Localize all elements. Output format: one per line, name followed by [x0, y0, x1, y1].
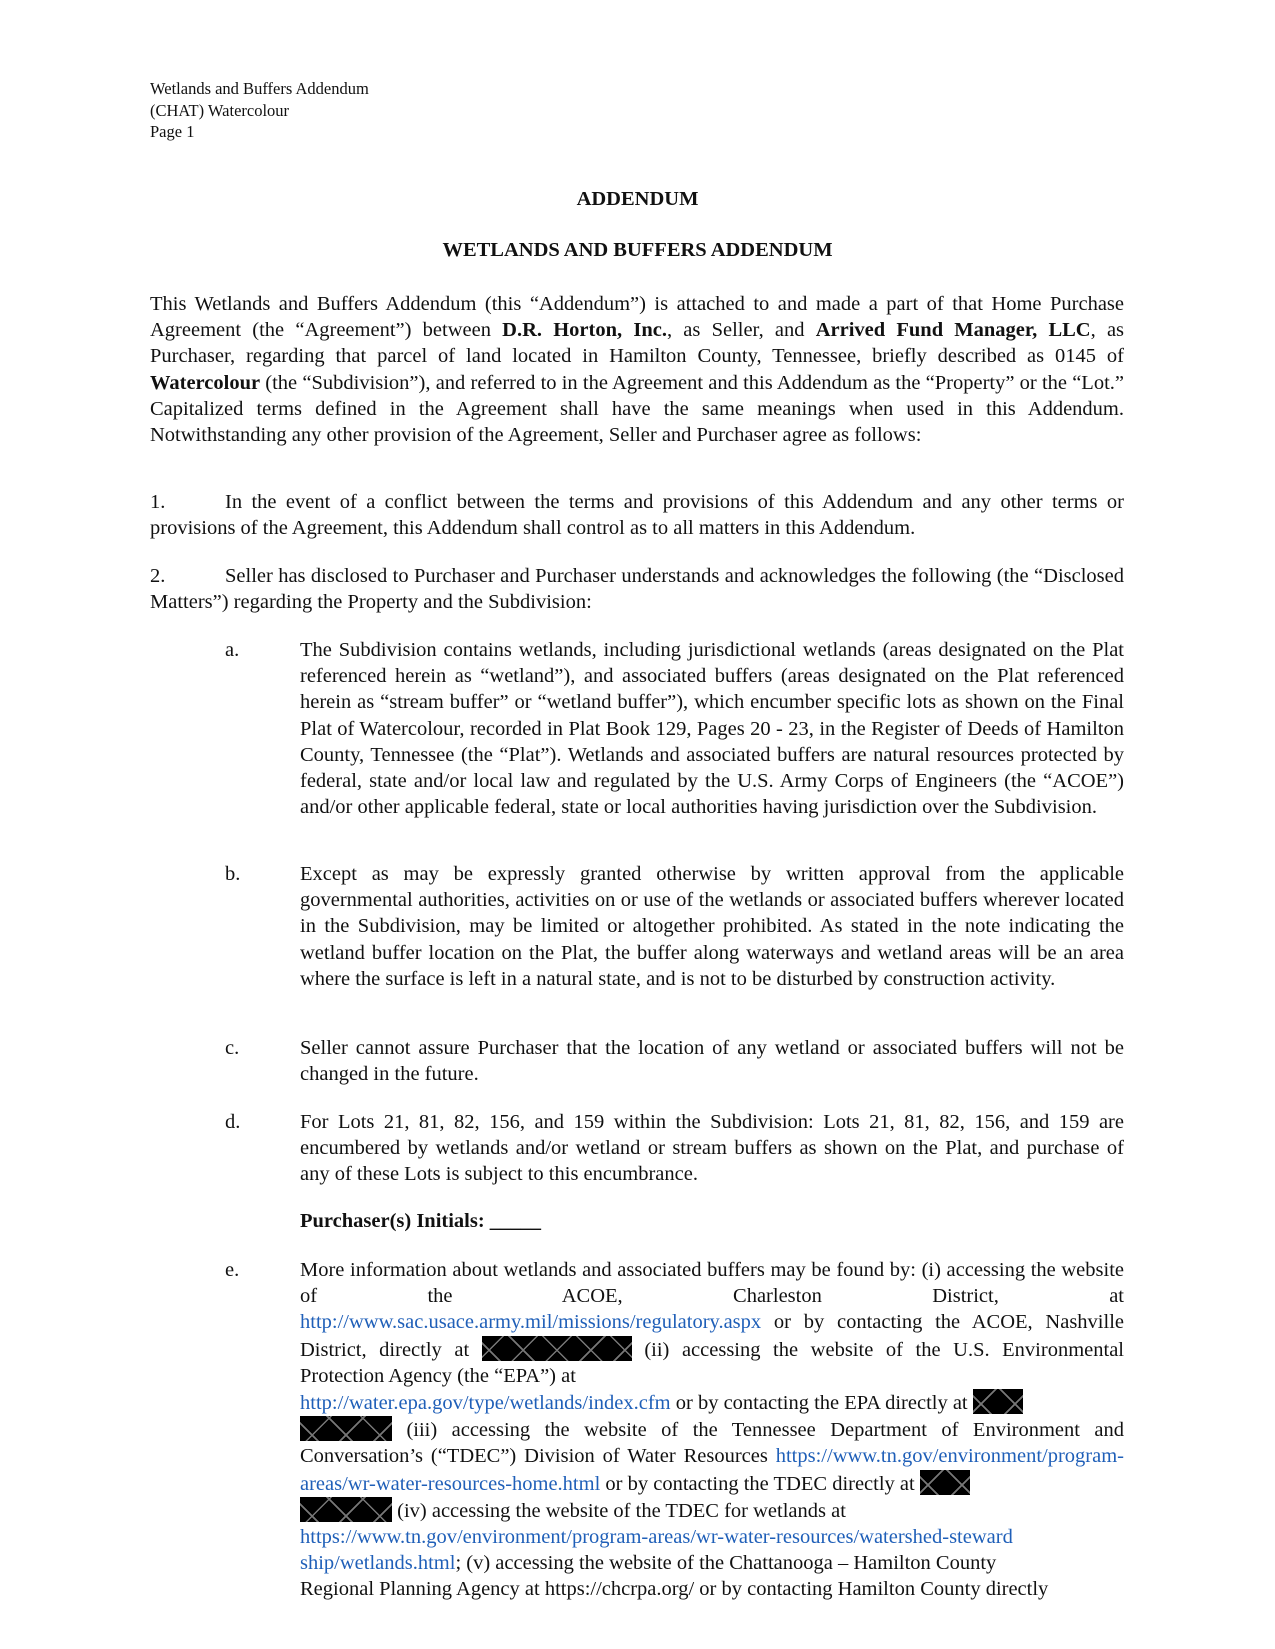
header-line-page: Page 1 — [150, 122, 195, 141]
intro-text-1: This Wetlands and Buffers Addendum (this “Addendum”) is attached to and made a part of that Home Purchase Agreement (the “Agreement”) between — [150, 293, 1124, 342]
item-e-text-1: More information about wetlands and associated buffers may be found by: (i) accessing the website of the ACOE, Charleston District, at — [300, 1259, 1124, 1308]
redacted-phone — [300, 1416, 392, 1441]
item-text: Seller cannot assure Purchaser that the location of any wetland or associated buffers will not be changed in the future. — [300, 1037, 1124, 1086]
acoe-link[interactable]: http://www.sac.usace.army.mil/missions/regulatory.aspx — [300, 1311, 762, 1334]
item-e-text-7: (iv) accessing the website of the TDEC for wetlands at — [392, 1499, 846, 1522]
item-e-text-6: or by contacting the TDEC directly at — [600, 1472, 920, 1495]
epa-link[interactable]: http://water.epa.gov/type/wetlands/index.cfm — [300, 1392, 671, 1415]
list-item-c — [150, 1035, 1124, 1087]
item-e-text-2: or by contacting the ACOE, Nashville District, directly at — [300, 1311, 1124, 1361]
section-text: Seller has disclosed to Purchaser and Purchaser understands and acknowledges the following (the “Disclosed Matters”) regarding the Property and the Subdivision: — [150, 565, 1124, 614]
header-line-title: Wetlands and Buffers Addendum — [150, 79, 369, 98]
redacted-phone — [920, 1470, 970, 1495]
item-label: a. — [225, 639, 240, 661]
list-item-b — [150, 861, 1124, 992]
intro-text-3: , as Purchaser, regarding that parcel of land located in Hamilton County, Tennessee, briefly described as 0145 of — [150, 319, 1125, 368]
section-number: 2. — [150, 565, 166, 587]
section-1 — [150, 489, 1124, 541]
item-e-text-4: or by contacting the EPA directly at — [670, 1392, 973, 1415]
item-text: For Lots 21, 81, 82, 156, and 159 within the Subdivision: Lots 21, 81, 82, 156, and 159 are encumbered by wetlands and/or wetland or stream buffers as shown on the Plat, and purchase of any of these Lots is subject to this encumbrance. — [300, 1111, 1124, 1186]
document-header — [150, 78, 369, 143]
tdec-wetlands-link-part-1[interactable]: https://www.tn.gov/environment/program-areas/wr-water-resources/watershed-steward — [300, 1526, 1013, 1549]
redacted-phone — [300, 1497, 392, 1522]
header-line-project: (CHAT) Watercolour — [150, 100, 290, 120]
item-e-text-5: (iii) accessing the website of the Tennessee Department of Environment and Conversation’s (“TDEC”) Division of Water Resources — [300, 1419, 1124, 1468]
list-item-e — [150, 1257, 1124, 1603]
redacted-phone — [973, 1389, 1023, 1414]
section-number: 1. — [150, 491, 166, 513]
subdivision-name: Watercolour — [150, 371, 261, 394]
intro-text-2: , as Seller, and — [666, 319, 816, 342]
tdec-wetlands-link-part-2[interactable]: ship/wetlands.html — [300, 1552, 456, 1575]
item-label: c. — [225, 1037, 240, 1059]
purchaser-initials: Purchaser(s) Initials: _____ — [300, 1210, 542, 1232]
item-e-text-8: ; (v) accessing the website of the Chattanooga – Hamilton County — [455, 1552, 997, 1575]
redacted-phone — [482, 1336, 632, 1361]
tdec-water-link[interactable]: https://www.tn.gov/environment/program-areas/wr-water-resources-home.html — [300, 1445, 1124, 1495]
page-subtitle: WETLANDS AND BUFFERS ADDENDUM — [442, 239, 833, 261]
item-text: The Subdivision contains wetlands, including jurisdictional wetlands (areas designated on the Plat referenced herein as “wetland”), and associated buffers (areas designated on the Plat referenced herein as “stream buffer” or “wetland buffer”), which encumber specific lots as shown on the Final Plat of Watercolour, recorded in Plat Book 129, Pages 20 - 23, in the Register of Deeds of Hamilton County, Tennessee (the “Plat”). Wetlands and associated buffers are natural resources protected by federal, state and/or local law and regulated by the U.S. Army Corps of Engineers (the “ACOE”) and/or other applicable federal, state or local authorities having jurisdiction over the Subdivision. — [300, 639, 1124, 819]
intro-text-4: (the “Subdivision”), and referred to in the Agreement and this Addendum as the “Property” or the “Lot.” Capitalized terms defined in the Agreement shall have the same meanings when used in this Addendum. Notwithstanding any other provision of the Agreement, Seller and Purchaser agree as follows: — [150, 371, 1124, 447]
item-label: d. — [225, 1111, 241, 1133]
list-item-a — [150, 637, 1124, 820]
intro-paragraph — [150, 291, 1124, 448]
list-item-d — [150, 1109, 1124, 1188]
item-e-text-9: Regional Planning Agency at https://chcrpa.org/ or by contacting Hamilton County directly — [300, 1578, 1049, 1601]
item-label: b. — [225, 863, 241, 885]
section-text: In the event of a conflict between the terms and provisions of this Addendum and any other terms or provisions of the Agreement, this Addendum shall control as to all matters in this Addendum. — [150, 491, 1124, 540]
item-e-text-3: (ii) accessing the website of the U.S. Environmental Protection Agency (the “EPA”) at — [300, 1338, 1124, 1387]
item-text — [300, 1257, 1124, 1603]
item-text: Except as may be expressly granted otherwise by written approval from the applicable governmental authorities, activities on or use of the wetlands or associated buffers wherever located in the Subdivision, may be limited or altogether prohibited. As stated in the note indicating the wetland buffer location on the Plat, the buffer along waterways and wetland areas will be an area where the surface is left in a natural state, and is not to be disturbed by construction activity. — [300, 863, 1124, 990]
purchaser-name: Arrived Fund Manager, LLC — [815, 319, 1091, 342]
section-2 — [150, 563, 1124, 615]
item-label: e. — [225, 1259, 240, 1281]
initials-line — [150, 1208, 1124, 1234]
seller-name: D.R. Horton, Inc. — [502, 319, 667, 342]
page-title: ADDENDUM — [576, 188, 699, 210]
